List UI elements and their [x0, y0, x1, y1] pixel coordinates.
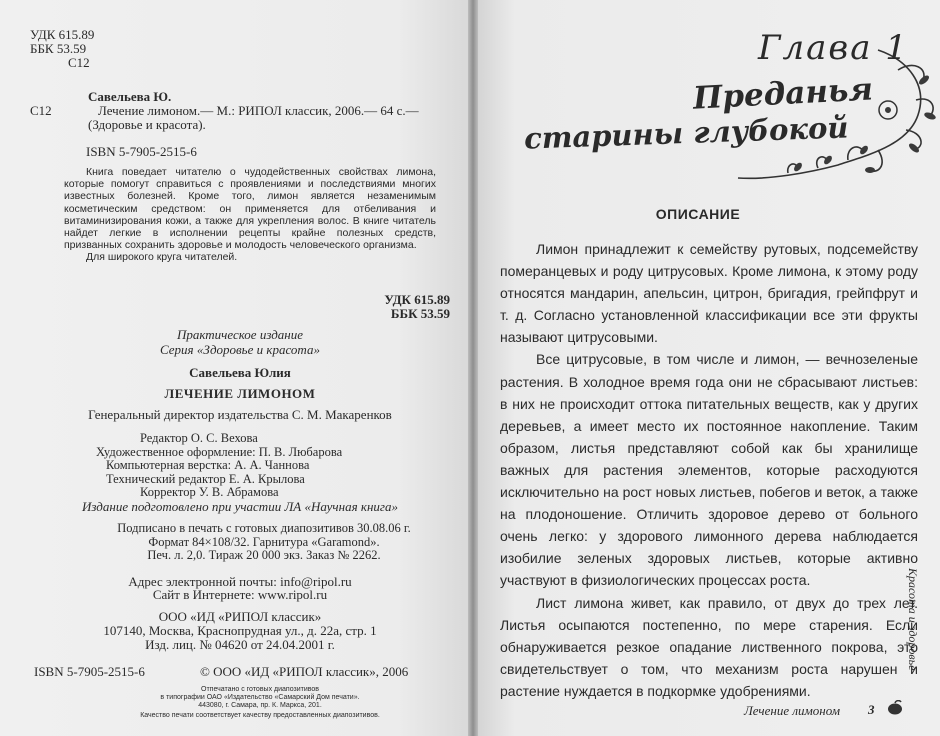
annotation-text: Книга поведает читателю о чудодейственных свойствах лимона, которые помогут справиться с проявлениями и последствиями многих известных болезней. Кроме того, лимон является незаменимым косметическим средством: он применяется для отбеливания и витаминизирования кожи, а также для укрепления волос. В книге читатель найдет легкие в исполнении рецепты крайне полезных средств, призванных сохранить здоровье и молодость человеческого организма.	[64, 166, 436, 252]
author-full: Савельева Юлия	[189, 365, 291, 380]
side-series-label	[904, 568, 924, 708]
credit-tech-editor: Технический редактор Е. А. Крылова	[106, 471, 305, 486]
credits-list	[96, 432, 436, 500]
credit-layout: Компьютерная верстка: А. А. Чаннова	[106, 458, 310, 472]
publisher-name: ООО «ИД «РИПОЛ классик»	[158, 609, 322, 624]
lemon-icon	[886, 700, 904, 716]
credit-proofreader: Корректор У. В. Абрамова	[140, 485, 279, 499]
print-info	[64, 522, 464, 563]
entry-line-1: Лечение лимоном.— М.: РИПОЛ классик, 2006.— 64 с.—	[98, 103, 419, 118]
website-line: Сайт в Интернете: www.ripol.ru	[152, 587, 328, 602]
isbn-top: ISBN 5-7905-2515-6	[86, 144, 197, 159]
entry-line-2: (Здоровье и красота).	[88, 117, 206, 132]
publisher-license: Изд. лиц. № 04620 от 24.04.2001 г.	[145, 637, 335, 652]
page-number: 3	[868, 702, 875, 717]
classification-block	[300, 293, 450, 321]
imprint-page	[0, 0, 468, 736]
print-info-line: Подписано в печать с готовых диапозитивов 30.08.06 г.	[117, 521, 411, 535]
publisher-address: 107140, Москва, Краснопрудная ул., д. 22а, стр. 1	[103, 623, 377, 638]
paragraph: Все цитрусовые, в том числе и лимон, — вечнозеленые растения. В холодное время года они не сбрасывают листьев: в них не происходит оттока питательных веществ, как у других деревьев, а имеет место их постоянное накопление. Таким образом, листья представляют собой как бы хранилище важных для растения элементов, которые расходуются исключительно на рост новых листьев, побегов и веток, а также на плодоношение. Отличить здоровое дерево от больного очень легко: у здорового лимонного дерева наблюдается изобилие зеленых здоровых листьев, которые активно участвуют в физиологических процессах роста.	[500, 351, 918, 589]
paragraph: Лимон принадлежит к семейству рутовых, подсемейству померанцевых и роду цитрусовых. Кроме лимона, к этому роду относятся мандарин, апельсин, цитрон, бригадия, грейпфрут и т. д. Согласно установленной классификации все эти фрукты называют цитрусовыми.	[500, 241, 918, 346]
print-info-line: Печ. л. 2,0. Тираж 20 000 экз. Заказ № 2262.	[147, 548, 381, 562]
printer-line: 443080, г. Самара, пр. К. Маркса, 201.	[198, 702, 322, 709]
edition-type: Практическое издание	[176, 327, 304, 342]
chapter-label: Глава 1	[758, 28, 909, 68]
credit-design: Художественное оформление: П. В. Любарова	[96, 444, 343, 459]
book-gutter	[468, 0, 478, 736]
printer-line: в типографии ОАО «Издательство «Самарский Дом печати».	[160, 694, 360, 701]
printer-line: Отпечатано с готовых диапозитивов	[201, 686, 319, 693]
printer-line: Качество печати соответствует качеству предоставленных диапозитивов.	[140, 712, 380, 719]
entry-code: С12	[30, 103, 52, 118]
bbk-code-2: ББК 53.59	[390, 306, 450, 321]
annotation	[64, 166, 436, 264]
annotation-audience: Для широкого круга читателей.	[86, 251, 238, 264]
chapter-page	[478, 0, 940, 736]
credit-editor: Редактор О. С. Вехова	[140, 431, 258, 445]
section-heading: ОПИСАНИЕ	[655, 206, 741, 222]
email-line: Адрес электронной почты: info@ripol.ru	[128, 574, 352, 589]
body-text	[500, 238, 918, 702]
author-mark: С12	[68, 55, 90, 70]
series-name: Серия «Здоровье и красота»	[160, 342, 320, 357]
director-line: Генеральный директор издательства С. М. Макаренков	[88, 407, 392, 422]
udk-code-2: УДК 615.89	[384, 292, 450, 307]
bbk-code: ББК 53.59	[30, 41, 87, 56]
chapter-title-line-1: Преданья	[692, 71, 874, 117]
udk-code: УДК 615.89	[30, 27, 95, 42]
footer-title: Лечение лимоном	[744, 703, 841, 718]
copyright: © ООО «ИД «РИПОЛ классик», 2006	[200, 664, 409, 679]
prepared-note: Издание подготовлено при участии ЛА «Научная книга»	[82, 499, 398, 514]
catalog-entry	[88, 90, 448, 132]
book-title: ЛЕЧЕНИЕ ЛИМОНОМ	[164, 386, 316, 401]
side-series-text: Красота и здоровье	[906, 568, 920, 671]
catalog-block	[30, 28, 94, 70]
entry-author: Савельева Ю.	[88, 89, 172, 104]
isbn-bottom: ISBN 5-7905-2515-6	[34, 664, 145, 679]
print-info-line: Формат 84×108/32. Гарнитура «Garamond».	[148, 534, 380, 549]
paragraph: Лист лимона живет, как правило, от двух до трех лет. Листья осыпаются постепенно, по мере старения. Если обнаруживается резкое опадание лиственного покрова, это свидетельствует о том, что механизм роста нарушен и растение нуждается в подкормке удобрениями.	[500, 594, 918, 699]
chapter-title-line-2: старины глубокой	[523, 110, 849, 156]
